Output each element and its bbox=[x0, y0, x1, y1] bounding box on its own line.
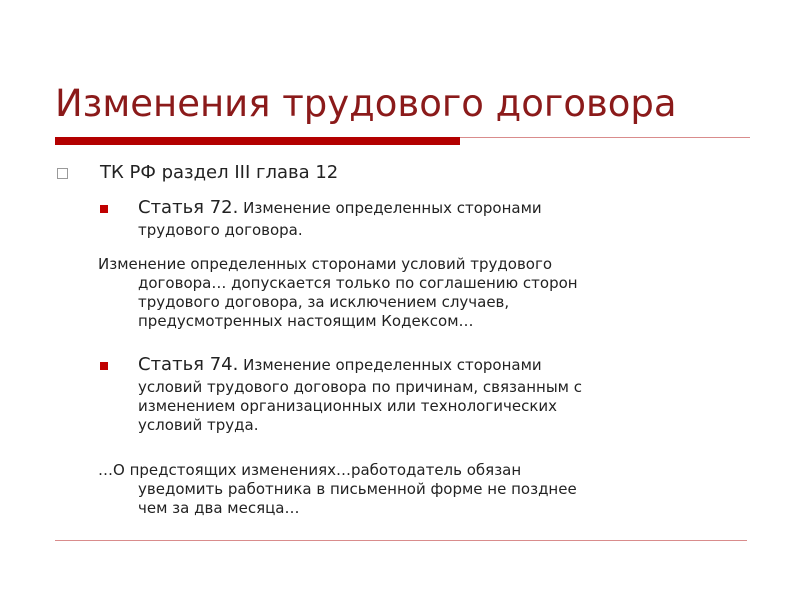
article-74-line2: условий трудового договора по причинам, связанным с bbox=[138, 378, 582, 396]
square-bullet-icon bbox=[100, 362, 108, 370]
article-74-line4: условий труда. bbox=[138, 416, 259, 434]
square-bullet-icon bbox=[100, 205, 108, 213]
article-74-line1: Изменение определенных сторонами bbox=[238, 356, 542, 374]
quote-72-line4: предусмотренных настоящим Кодексом… bbox=[138, 312, 474, 330]
quote-72-line1: Изменение определенных сторонами условий трудового bbox=[98, 255, 553, 273]
article-72-line1: Изменение определенных сторонами bbox=[238, 199, 542, 217]
quote-72-line3: трудового договора, за исключением случаев, bbox=[138, 293, 510, 311]
article-72-quote bbox=[98, 255, 578, 331]
title-rule bbox=[460, 137, 750, 138]
quote-74-line2: уведомить работника в письменной форме не позднее bbox=[138, 480, 577, 498]
article-74-line3: изменением организационных или технологических bbox=[138, 397, 558, 415]
quote-74-line3: чем за два месяца… bbox=[138, 499, 300, 517]
article-74-label: Статья 74. bbox=[138, 354, 239, 375]
quote-74-line1: …О предстоящих изменениях…работодатель обязан bbox=[98, 461, 522, 479]
slide-title: Изменения трудового договора bbox=[55, 82, 677, 125]
article-72-line2: трудового договора. bbox=[138, 221, 303, 239]
section-heading: ТК РФ раздел III глава 12 bbox=[100, 162, 339, 183]
hollow-square-bullet-icon bbox=[57, 168, 68, 179]
footer-rule bbox=[55, 540, 747, 541]
article-74 bbox=[138, 352, 582, 435]
article-72-label: Статья 72. bbox=[138, 197, 239, 218]
quote-72-line2: договора… допускается только по соглашению сторон bbox=[138, 274, 578, 292]
article-74-quote bbox=[98, 461, 577, 518]
article-72 bbox=[138, 195, 542, 240]
title-accent-bar bbox=[55, 137, 460, 145]
